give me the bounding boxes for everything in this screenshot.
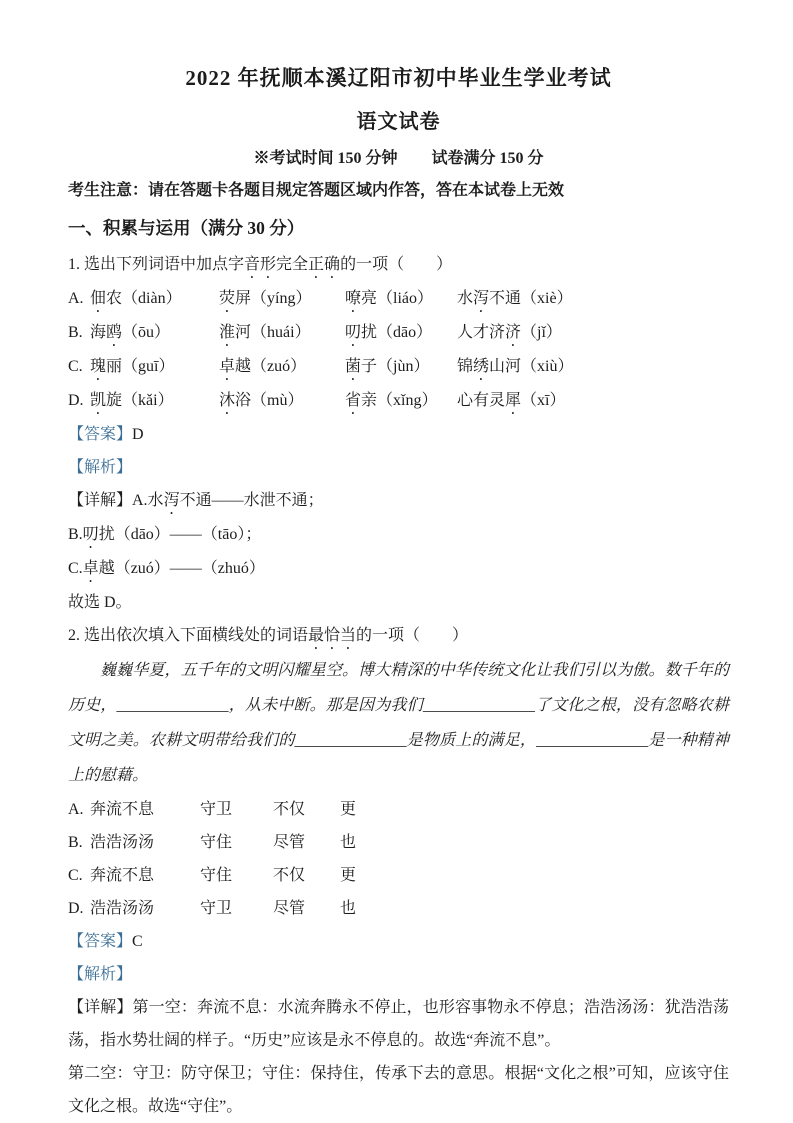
option-word-3: 不仅 — [273, 867, 306, 884]
option-word-1: 浩浩汤汤 — [90, 834, 155, 851]
analysis-label: 【解析】 — [68, 459, 133, 476]
q2-detail-paragraph-2: 第二空：守卫：防守保卫；守住：保持住，传承下去的意思。根据“文化之根”可知，应该守住文化之根。故选“守住”。 — [68, 1065, 729, 1115]
text-segment: 扰（dāo） — [361, 324, 433, 341]
option-word — [457, 358, 573, 375]
text-segment: 【详解】A.水 — [68, 492, 164, 509]
text-segment: 的一项（ ） — [340, 256, 453, 273]
text-segment: B. — [68, 526, 83, 543]
option-word-2: 守卫 — [200, 900, 233, 917]
q2-option-a — [68, 793, 729, 826]
q2-answer-line — [68, 925, 729, 958]
option-word — [345, 350, 457, 384]
text-segment: 水 — [457, 290, 474, 307]
emphasized-char: 菌 — [345, 358, 362, 375]
emphasized-char: 泻 — [473, 290, 490, 307]
text-segment: （xī） — [521, 392, 566, 409]
text-segment: 河（huái） — [235, 324, 311, 341]
text-segment: 完全 — [276, 256, 309, 273]
emphasized-char: 鸥 — [106, 324, 123, 341]
text-segment: 丽（guī） — [106, 358, 175, 375]
q1-detail-line-3 — [68, 552, 729, 586]
option-word-4: 也 — [340, 900, 357, 917]
emphasized-char: 嘹 — [345, 290, 362, 307]
option-letter: D. — [68, 392, 84, 409]
q1-option-b — [68, 316, 729, 350]
option-word-1: 奔流不息 — [90, 867, 155, 884]
option-word — [90, 350, 219, 384]
analysis-label: 【解析】 — [68, 966, 133, 983]
emphasized-char: 叨 — [82, 526, 99, 543]
emphasized-char: 佃 — [90, 290, 107, 307]
q1-option-a — [68, 282, 729, 316]
answer-label: 【答案】 — [68, 933, 133, 950]
emphasized-char: 济 — [505, 324, 522, 341]
option-word — [219, 282, 345, 316]
option-word — [90, 316, 219, 350]
exam-subtitle: 语文试卷 — [356, 111, 441, 133]
option-letter: A. — [68, 290, 84, 307]
q2-detail-paragraph-1: 【详解】第一空：奔流不息：水流奔腾永不停止，也形容事物永不停息；浩浩汤汤：犹浩浩荡荡，指水势壮阔的样子。“历史”应该是永不停息的。故选“奔流不息”。 — [68, 999, 729, 1049]
option-word-4: 更 — [340, 801, 357, 818]
emphasized-text: 最恰当 — [308, 627, 357, 644]
text-segment: 2. 选出依次填入下面横线处的词语 — [68, 627, 309, 644]
emphasized-char: 荧 — [219, 290, 236, 307]
text-segment: 锦 — [457, 358, 474, 375]
option-word-4: 也 — [340, 834, 357, 851]
option-word-3: 不仅 — [273, 801, 306, 818]
emphasized-char: 卓 — [82, 560, 99, 577]
emphasized-char: 瑰 — [90, 358, 107, 375]
text-segment: 浴（mù） — [235, 392, 304, 409]
answer-label: 【答案】 — [68, 426, 133, 443]
q2-passage: 巍巍华夏，五千年的文明闪耀星空。博大精深的中华传统文化让我们引以为傲。数千年的历史，______________，从未中断。那是因为我们______________了文化之根，没有忽略农耕文明之美。农耕文明带给我们的______________是物质上的满足，______________是一种精神上的慰藉。 — [68, 662, 729, 784]
option-word — [219, 316, 345, 350]
option-word — [457, 324, 562, 341]
text-segment: 农（diàn） — [106, 290, 182, 307]
option-letter: B. — [68, 324, 83, 341]
q1-stem — [68, 248, 729, 282]
emphasized-char: 淮 — [219, 324, 236, 341]
text-segment: （jǐ） — [521, 324, 562, 341]
text-segment: 屏（yíng） — [235, 290, 312, 307]
option-word — [345, 384, 457, 418]
emphasized-char: 绣 — [473, 358, 490, 375]
option-word — [219, 384, 345, 418]
option-word — [90, 384, 219, 418]
text-segment: 1. 选出下列词语中加点字 — [68, 256, 245, 273]
section-1-heading: 一、积累与运用（满分 30 分） — [68, 218, 305, 238]
emphasized-text: 正确 — [308, 256, 341, 273]
text-segment: （ōu） — [122, 324, 171, 341]
option-word-1: 奔流不息 — [90, 801, 155, 818]
candidate-notice: 考生注意：请在答题卡各题目规定答题区域内作答，答在本试卷上无效 — [68, 182, 565, 199]
emphasized-char: 卓 — [219, 358, 236, 375]
exam-score-info: 试卷满分 150 分 — [431, 150, 544, 167]
option-word-2: 守住 — [200, 834, 233, 851]
option-letter: C. — [68, 358, 83, 375]
q1-option-c — [68, 350, 729, 384]
text-segment: 心有灵 — [457, 392, 506, 409]
text-segment: C. — [68, 560, 83, 577]
option-word — [219, 350, 345, 384]
exam-title: 2022 年抚顺本溪辽阳市初中毕业生学业考试 — [185, 66, 612, 90]
text-segment: 旋（kǎi） — [106, 392, 174, 409]
text-segment: 亮（liáo） — [361, 290, 434, 307]
option-letter: B. — [68, 834, 83, 851]
option-word-3: 尽管 — [273, 900, 306, 917]
option-letter: C. — [68, 867, 83, 884]
q1-answer-line — [68, 418, 729, 451]
q1-conclusion: 故选 D。 — [68, 594, 132, 611]
q2-analysis-line — [68, 958, 729, 991]
option-letter: D. — [68, 900, 84, 917]
text-segment: 越（zuó）——（zhuó） — [98, 560, 265, 577]
option-word-4: 更 — [340, 867, 357, 884]
q2-stem — [68, 619, 729, 653]
emphasized-char: 叨 — [345, 324, 362, 341]
option-word-1: 浩浩汤汤 — [90, 900, 155, 917]
option-word — [457, 392, 565, 409]
option-word-2: 守住 — [200, 867, 233, 884]
text-segment: 不通——水泄不通； — [179, 492, 324, 509]
text-segment: 扰（dāo）——（tāo）； — [98, 526, 262, 543]
q1-analysis-line — [68, 451, 729, 484]
text-segment: 子（jùn） — [361, 358, 430, 375]
q1-option-d — [68, 384, 729, 418]
option-word — [457, 290, 573, 307]
option-word-2: 守卫 — [200, 801, 233, 818]
emphasized-char: 凯 — [90, 392, 107, 409]
option-word — [90, 282, 219, 316]
text-segment: 亲（xǐng） — [361, 392, 438, 409]
exam-time-info: ※考试时间 150 分钟 — [253, 150, 398, 167]
text-segment: 越（zuó） — [235, 358, 307, 375]
emphasized-char: 省 — [345, 392, 362, 409]
text-segment: 人才济 — [457, 324, 506, 341]
q2-option-d — [68, 892, 729, 925]
q1-detail-line-1 — [68, 484, 729, 518]
emphasized-char: 沐 — [219, 392, 236, 409]
q2-option-c — [68, 859, 729, 892]
q2-option-b — [68, 826, 729, 859]
emphasized-char: 泻 — [163, 492, 180, 509]
text-segment: 山河（xiù） — [489, 358, 574, 375]
answer-value: D — [132, 426, 144, 443]
option-letter: A. — [68, 801, 84, 818]
emphasized-text: 音形 — [244, 256, 277, 273]
option-word-3: 尽管 — [273, 834, 306, 851]
option-word — [345, 282, 457, 316]
answer-value: C — [132, 933, 143, 950]
option-word — [345, 316, 457, 350]
emphasized-char: 犀 — [505, 392, 522, 409]
text-segment: 不通（xiè） — [489, 290, 573, 307]
text-segment: 的一项（ ） — [356, 627, 469, 644]
text-segment: 海 — [90, 324, 107, 341]
q1-detail-line-2 — [68, 518, 729, 552]
exam-info-line — [68, 147, 729, 171]
